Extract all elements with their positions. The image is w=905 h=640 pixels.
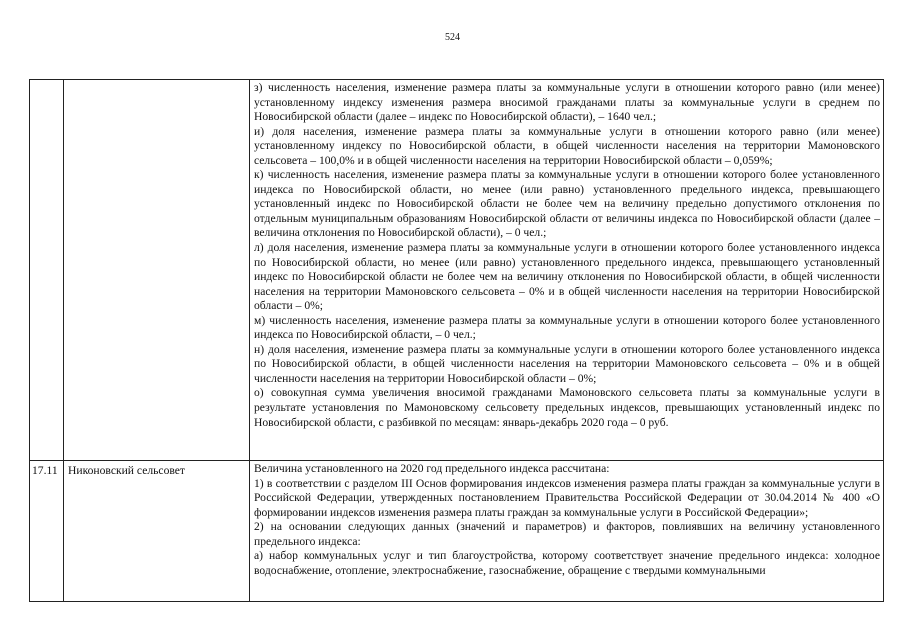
paragraph: м) численность населения, изменение размера платы за коммунальные услуги в отношении которого более установленного индекса по Новосибирской области, – 0 чел.; <box>254 313 880 342</box>
paragraph: к) численность населения, изменение размера платы за коммунальные услуги в отношении которого более установленного индекса по Новосибирской области, но менее (или равно) установленного предельного индекса, превышающего установленный индекс по Новосибирской области не более чем на величину предельно допустимого отклонения по отдельным муниципальным образованиям Новосибирской области от величины индекса по Новосибирской области (далее – величина отклонения по Новосибирской области), – 0 чел.; <box>254 168 880 240</box>
row-number <box>30 80 63 83</box>
municipality-name <box>64 80 249 83</box>
row-number: 17.11 <box>32 464 58 477</box>
paragraph: н) доля населения, изменение размера платы за коммунальные услуги в отношении которого более установленного индекса по Новосибирской области, в общей численности населения на территории Мамоновского сельсовета – 0% и в общей численности населения на территории Новосибирской области – 0%; <box>254 342 880 385</box>
page-number: 524 <box>445 32 460 43</box>
paragraph: Величина установленного на 2020 год предельного индекса рассчитана: <box>254 462 610 475</box>
paragraph: о) совокупная сумма увеличения вносимой гражданами Мамоновского сельсовета платы за коммунальные услуги в результате установления по Мамоновскому сельсовету предельных индексов, превышающих установленный индекс по Новосибирской области, с разбивкой по месяцам: январь-декабрь 2020 года – 0 руб. <box>254 386 880 429</box>
table-row <box>30 80 884 461</box>
document-table <box>29 79 884 602</box>
table-row <box>30 461 884 602</box>
municipality-cell <box>64 461 250 602</box>
paragraph: л) доля населения, изменение размера платы за коммунальные услуги в отношении которого более установленного индекса по Новосибирской области, но менее (или равно) установленного предельного индекса, превышающего установленный индекс по Новосибирской области не более чем на величину отклонения по Новосибирской области, в общей численности населения на территории Мамоновского сельсовета – 0% и в общей численности населения на территории Новосибирской области – 0%; <box>254 241 880 313</box>
paragraph: а) набор коммунальных услуг и тип благоустройства, которому соответствует значение предельного индекса: холодное водоснабжение, отопление, электроснабжение, газоснабжение, обращение с твердыми коммунальными <box>254 549 880 577</box>
paragraph: 1) в соответствии с разделом III Основ формирования индексов изменения размера платы граждан за коммунальные услуги в Российской Федерации, утвержденных постановлением Правительства Российской Федерации от 30.04.2014 № 400 «О формировании индексов изменения размера платы граждан за коммунальные услуги в Российской Федерации»; <box>254 476 880 519</box>
paragraph: 2) на основании следующих данных (значений и параметров) и факторов, повлиявших на величину установленного предельного индекса: <box>254 520 880 548</box>
row-number-cell <box>30 461 64 602</box>
description-cell <box>250 461 884 602</box>
description-cell <box>250 80 884 461</box>
municipality-cell <box>64 80 250 461</box>
municipality-name: Никоновский сельсовет <box>68 464 185 477</box>
paragraph: и) доля населения, изменение размера платы за коммунальные услуги в отношении которого равно (или менее) установленному индексу по Новосибирской области, в общей численности населения на территории Мамоновского сельсовета – 100,0% и в общей численности населения на территории Новосибирской области – 0,059%; <box>254 124 880 167</box>
paragraph: з) численность населения, изменение размера платы за коммунальные услуги в отношении которого равно (или менее) установленному индексу изменения размера вносимой гражданами платы за коммунальные услуги в среднем по Новосибирской области (далее – индекс по Новосибирской области), – 1640 чел.; <box>254 81 880 124</box>
row-number-cell <box>30 80 64 461</box>
